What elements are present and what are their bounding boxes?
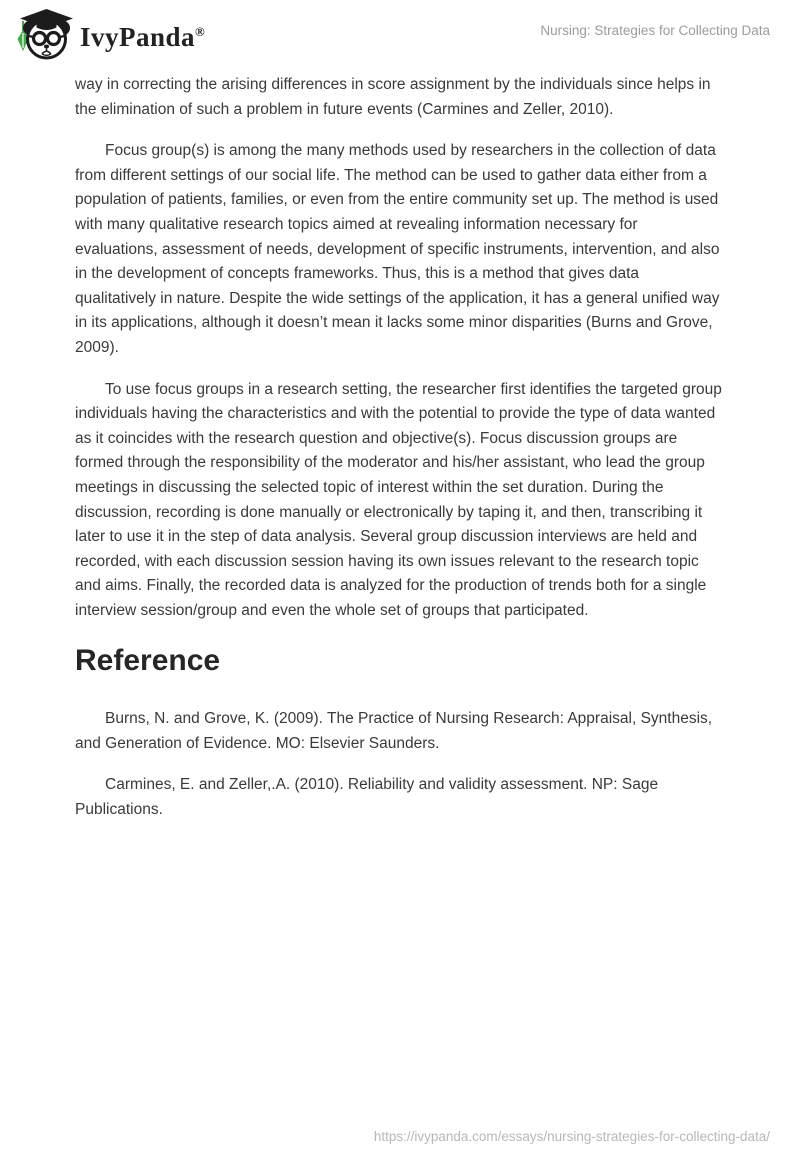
- reference-entry: Burns, N. and Grove, K. (2009). The Practice of Nursing Research: Appraisal, Synthesis, and Generation of Evidence. MO: Elsevier Saunders.: [75, 709, 713, 752]
- essay-content: [75, 73, 722, 822]
- document-title: Nursing: Strategies for Collecting Data: [540, 23, 770, 38]
- page-header: [0, 0, 800, 60]
- registered-trademark-symbol: ®: [195, 23, 206, 39]
- ivypanda-panda-graduation-logo-icon: [14, 8, 74, 60]
- brand[interactable]: [14, 8, 205, 60]
- paragraph: Focus group(s) is among the many methods used by researchers in the collection of data from different settings of our social life. The method can be used to gather data either from a population of patients, families, or even from the entire community set up. The method is used with many qualitative research topics aimed at revealing information necessary for evaluations, assessment of needs, development of specific instruments, intervention, and also in the development of concepts frameworks. Thus, this is a method that gives data qualitatively in nature. Despite the wide settings of the application, it has a general unified way in its applications, although it doesn’t mean it lacks some minor disparities (Burns and Grove, 2009).: [75, 142, 720, 356]
- paragraph: To use focus groups in a research setting, the researcher first identifies the targeted group individuals having the characteristics and with the potential to provide the type of data wanted as it coincides with the research question and objective(s). Focus discussion groups are formed through the responsibility of the moderator and his/her assistant, who lead the group meetings in discussing the selected topic of interest within the set duration. During the discussion, recording is done manually or electronically by taping it, and then, transcribing it later to use it in the step of data analysis. Several group discussion interviews are held and recorded, with each discussion session having its own issues relevant to the research topic and aims. Finally, the recorded data is analyzed for the production of trends both for a single interview session/group and even the whole set of groups that participated.: [75, 380, 722, 619]
- reference-heading: Reference: [75, 644, 221, 678]
- reference-entry: Carmines, E. and Zeller,.A. (2010). Reliability and validity assessment. NP: Sage Publications.: [75, 776, 659, 818]
- brand-name-text: IvyPanda: [80, 21, 196, 52]
- page-footer: [374, 1128, 770, 1146]
- brand-name: [80, 18, 205, 51]
- source-url-link[interactable]: https://ivypanda.com/essays/nursing-strategies-for-collecting-data/: [373, 1129, 770, 1144]
- paragraph: way in correcting the arising differences in score assignment by the individuals since helps in the elimination of such a problem in future events (Carmines and Zeller, 2010).: [75, 76, 711, 118]
